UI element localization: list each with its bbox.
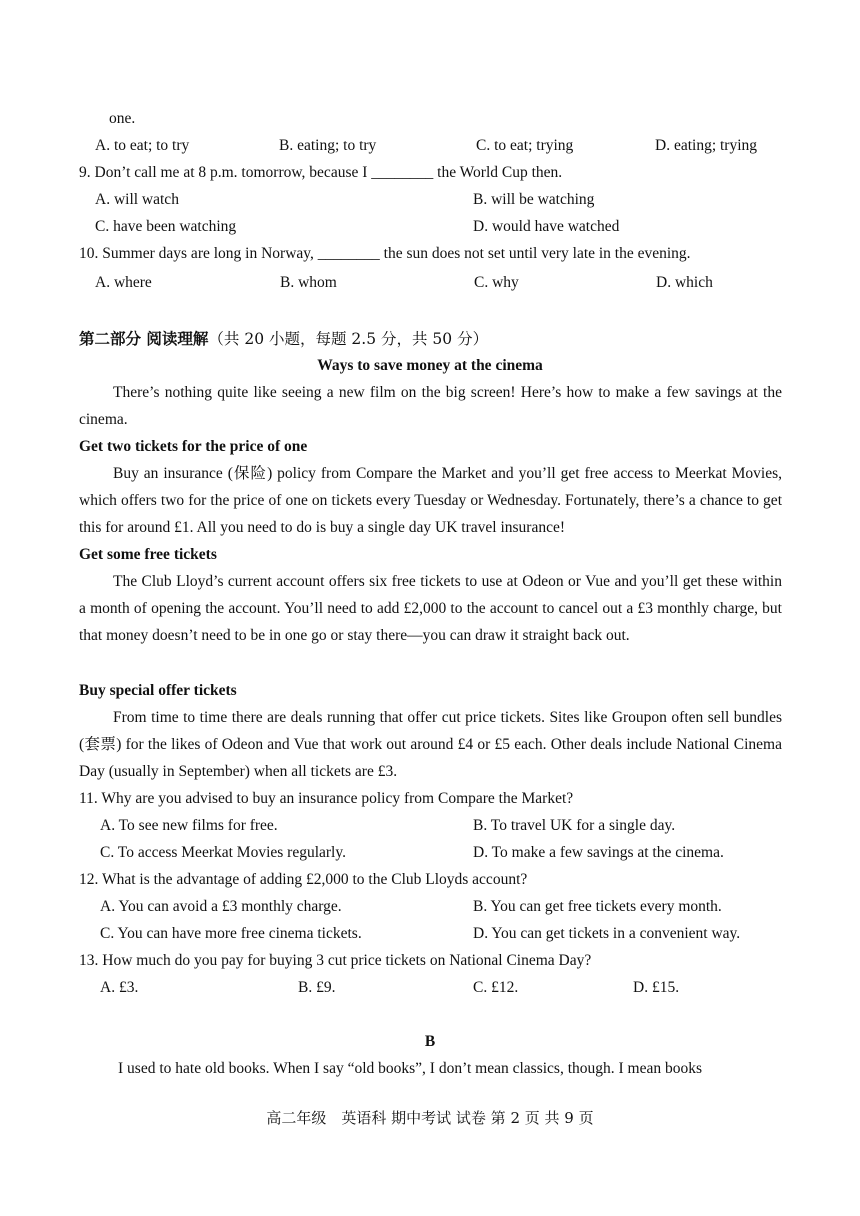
section-2-heading: Get some free tickets [79,546,217,563]
passage-a-intro: There’s nothing quite like seeing a new film on the big screen! Here’s how to make a few savings at the cinema. [79,384,782,428]
q9-option-c: C. have been watching [95,218,237,235]
q13-stem: 13. How much do you pay for buying 3 cut price tickets on National Cinema Day? [79,952,592,969]
q10-option-a: A. where [95,274,152,291]
q8-stem-tail: one. [109,110,136,127]
part2-heading [79,329,488,350]
part2-heading-note: （共 20 小题，每题 2.5 分，共 50 分） [208,330,489,348]
q13-option-a: A. £3. [100,979,139,996]
q12-option-c: C. You can have more free cinema tickets. [100,925,362,942]
q10-stem: 10. Summer days are long in Norway, ________ the sun does not set until very late in the evening. [79,245,691,262]
section-1-body: Buy an insurance (保险) policy from Compare the Market and you’ll get free access to Meerkat Movies, which offers two for the price of one on tickets every Tuesday or Wednesday. Fortunately, there’s a chance to get this for around £1. All you need to do is buy a single day UK travel insurance! [79,465,782,536]
q10-option-c: C. why [474,274,519,291]
q9-stem: 9. Don’t call me at 8 p.m. tomorrow, because I ________ the World Cup then. [79,164,563,181]
section-1-heading: Get two tickets for the price of one [79,438,308,455]
section-3-body: From time to time there are deals running that offer cut price tickets. Sites like Groupon often sell bundles (套票) for the likes of Odeon and Vue that work out around £4 or £5 each. Other deals include National Cinema Day (usually in September) when all tickets are £3. [79,709,782,780]
passage-a-title: Ways to save money at the cinema [317,357,543,374]
part2-heading-title: 第二部分 阅读理解 [79,329,209,348]
q8-option-b: B. eating; to try [279,137,377,154]
q8-option-a: A. to eat; to try [95,137,190,154]
q9-option-d: D. would have watched [473,218,620,235]
passage-b-label: B [424,1033,436,1050]
q13-option-c: C. £12. [473,979,519,996]
q13-option-d: D. £15. [633,979,680,996]
q11-option-c: C. To access Meerkat Movies regularly. [100,844,346,861]
q12-option-b: B. You can get free tickets every month. [473,898,722,915]
passage-b-first-line: I used to hate old books. When I say “old books”, I don’t mean classics, though. I mean books [118,1060,703,1077]
q8-option-d: D. eating; trying [655,137,758,154]
q9-option-b: B. will be watching [473,191,595,208]
q12-option-d: D. You can get tickets in a convenient way. [473,925,741,942]
q11-stem: 11. Why are you advised to buy an insurance policy from Compare the Market? [79,790,574,807]
q12-stem: 12. What is the advantage of adding £2,000 to the Club Lloyds account? [79,871,528,888]
q10-option-b: B. whom [280,274,337,291]
section-2-body: The Club Lloyd’s current account offers six free tickets to use at Odeon or Vue and you’ll get these within a month of opening the account. You’ll need to add £2,000 to the account to cancel out a £3 monthly charge, but that money doesn’t need to be in one go or stay there—you can draw it straight back out. [79,573,782,644]
section-3-heading: Buy special offer tickets [79,682,237,699]
q8-option-c: C. to eat; trying [476,137,574,154]
page-footer: 高二年级 英语科 期中考试 试卷 第 2 页 共 9 页 [266,1109,594,1127]
q11-option-b: B. To travel UK for a single day. [473,817,676,834]
q11-option-d: D. To make a few savings at the cinema. [473,844,724,861]
q11-option-a: A. To see new films for free. [100,817,278,834]
q10-option-d: D. which [656,274,713,291]
q12-option-a: A. You can avoid a £3 monthly charge. [100,898,342,915]
q9-option-a: A. will watch [95,191,179,208]
q13-option-b: B. £9. [298,979,336,996]
